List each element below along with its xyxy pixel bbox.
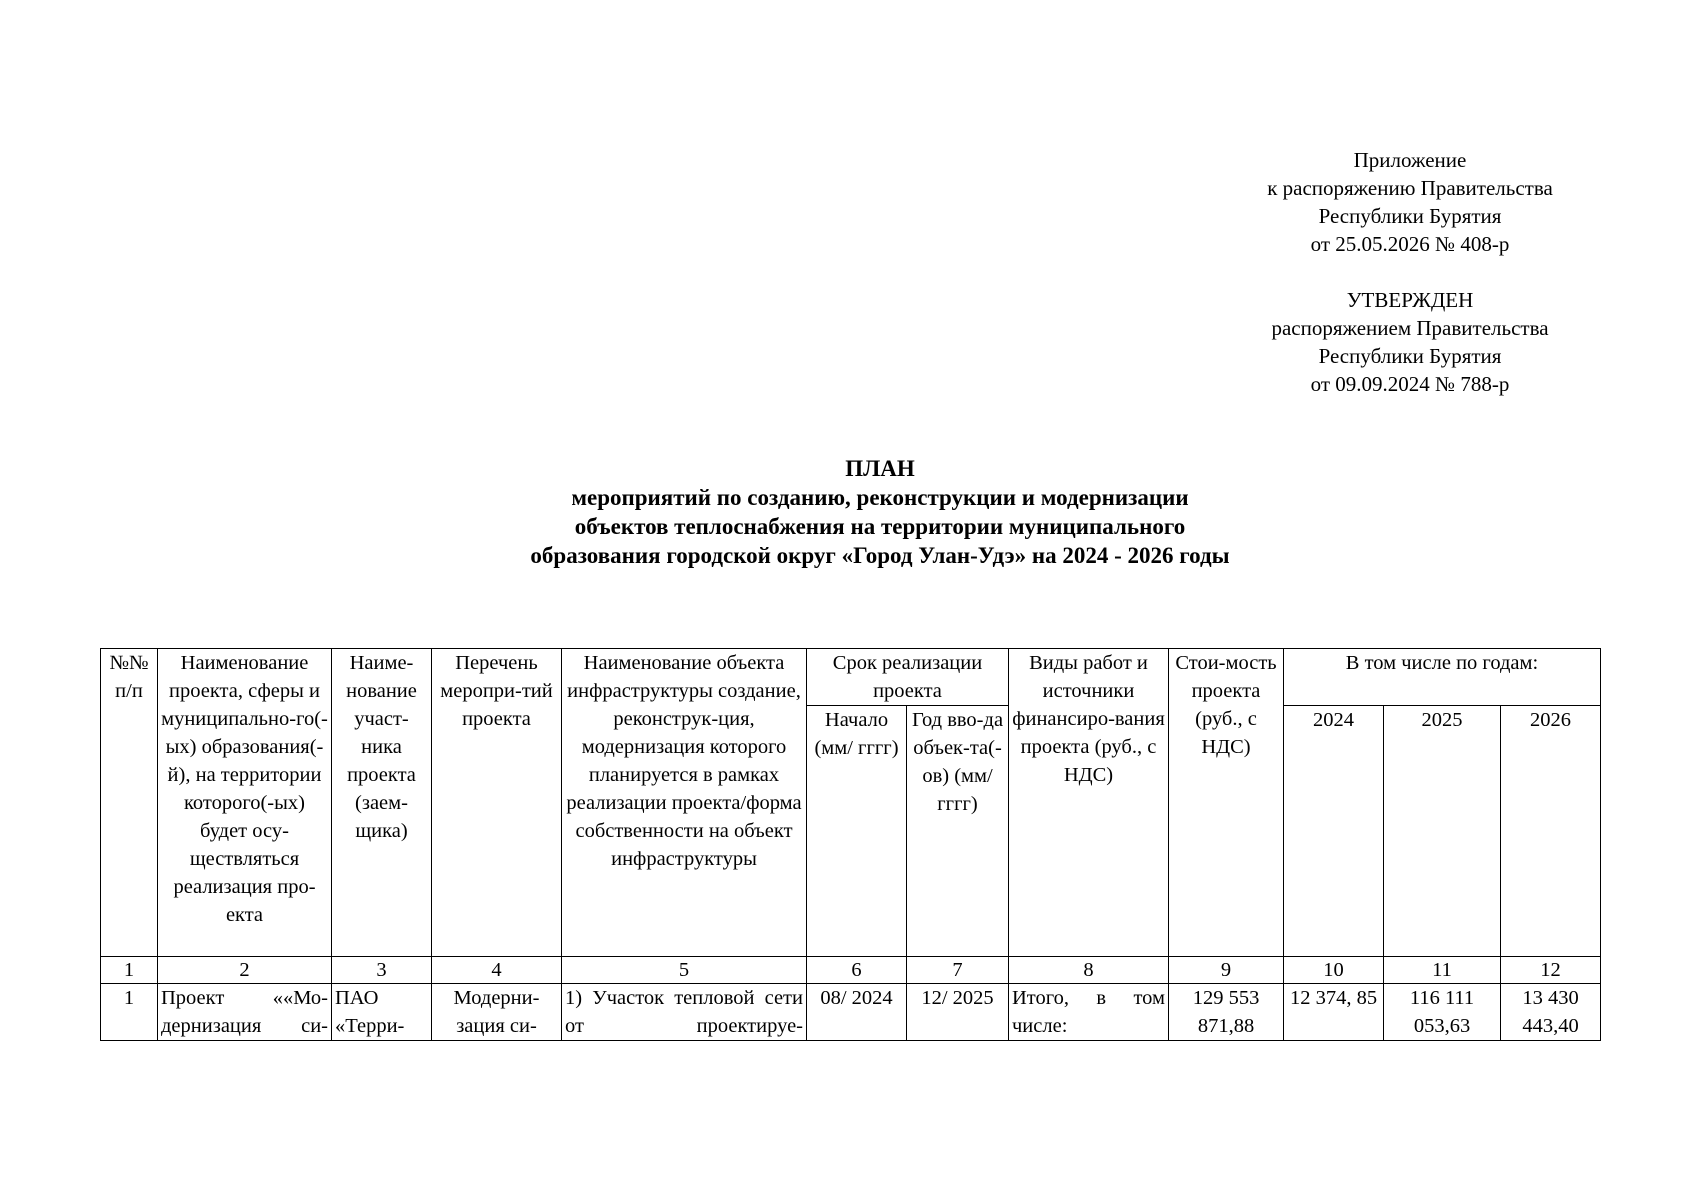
column-number: 11 xyxy=(1384,957,1501,984)
row-num: 1 xyxy=(101,984,158,1041)
row-2025: 116 111 053,63 xyxy=(1384,984,1501,1041)
header-num: №№ п/п xyxy=(101,649,158,957)
row-participant: ПАО «Терри- xyxy=(332,984,432,1041)
column-number: 3 xyxy=(332,957,432,984)
column-number: 7 xyxy=(907,957,1009,984)
title-line-3: образования городской округ «Город Улан-Удэ» на 2024 - 2026 годы xyxy=(530,543,1230,568)
plan-table xyxy=(100,648,1601,1041)
header-year-2024: 2024 xyxy=(1284,706,1384,957)
appendix-ref: к распоряжению Правительства xyxy=(1267,176,1553,200)
document-title xyxy=(380,454,1380,570)
header-participant: Наиме-нование участ-ника проекта (заем-щика) xyxy=(332,649,432,957)
row-2024: 12 374, 85 xyxy=(1284,984,1384,1041)
header-object: Наименование объекта инфраструктуры создание, реконструк-ция, модернизация которого планируется в рамках реализации проекта/форма собственности на объект инфраструктуры xyxy=(562,649,807,957)
row-project: Проект ««Мо-дернизация си- xyxy=(158,984,332,1041)
column-number: 4 xyxy=(432,957,562,984)
row-cost: 129 553 871,88 xyxy=(1169,984,1284,1041)
header-row-1 xyxy=(101,649,1601,706)
header-start: Начало (мм/ гггг) xyxy=(807,706,907,957)
row-start: 08/ 2024 xyxy=(807,984,907,1041)
column-number: 10 xyxy=(1284,957,1384,984)
approved-label: УТВЕРЖДЕН xyxy=(1346,288,1474,312)
column-number: 2 xyxy=(158,957,332,984)
row-2026: 13 430 443,40 xyxy=(1501,984,1601,1041)
header-cost: Стои-мость проекта (руб., с НДС) xyxy=(1169,649,1284,957)
appendix-label: Приложение xyxy=(1353,148,1467,172)
appendix-republic: Республики Бурятия xyxy=(1318,204,1502,228)
column-number: 9 xyxy=(1169,957,1284,984)
title-line-2: объектов теплоснабжения на территории муниципального xyxy=(574,514,1186,539)
approved-date: от 09.09.2024 № 788-р xyxy=(1310,372,1510,396)
column-number: 12 xyxy=(1501,957,1601,984)
approved-ref: распоряжением Правительства xyxy=(1271,316,1549,340)
header-term: Срок реализации проекта xyxy=(807,649,1009,706)
header-by-years: В том числе по годам: xyxy=(1284,649,1601,706)
row-end: 12/ 2025 xyxy=(907,984,1009,1041)
row-works: Итого, в том числе: xyxy=(1009,984,1169,1041)
column-number: 1 xyxy=(101,957,158,984)
row-object: 1) Участок тепловой сети от проектируе- xyxy=(562,984,807,1041)
column-numbers-row xyxy=(101,957,1601,984)
row-measures: Модерни-зация си- xyxy=(432,984,562,1041)
header-end: Год вво-да объек-та(-ов) (мм/гггг) xyxy=(907,706,1009,957)
appendix-date: от 25.05.2026 № 408-р xyxy=(1310,232,1510,256)
table-row xyxy=(101,984,1601,1041)
header-measures: Перечень меропри-тий проекта xyxy=(432,649,562,957)
title-line-1: мероприятий по созданию, реконструкции и модернизации xyxy=(571,485,1189,510)
header-year-2025: 2025 xyxy=(1384,706,1501,957)
approved-republic: Республики Бурятия xyxy=(1318,344,1502,368)
header-year-2026: 2026 xyxy=(1501,706,1601,957)
header-project: Наименование проекта, сферы и муниципально-го(-ых) образования(-й), на территории которого(-ых) будет осу-ществляться реализация про-екта xyxy=(158,649,332,957)
column-number: 6 xyxy=(807,957,907,984)
approval-block xyxy=(1245,146,1575,398)
column-number: 8 xyxy=(1009,957,1169,984)
column-number: 5 xyxy=(562,957,807,984)
header-works: Виды работ и источники финансиро-вания проекта (руб., с НДС) xyxy=(1009,649,1169,957)
title-heading: ПЛАН xyxy=(845,456,915,481)
